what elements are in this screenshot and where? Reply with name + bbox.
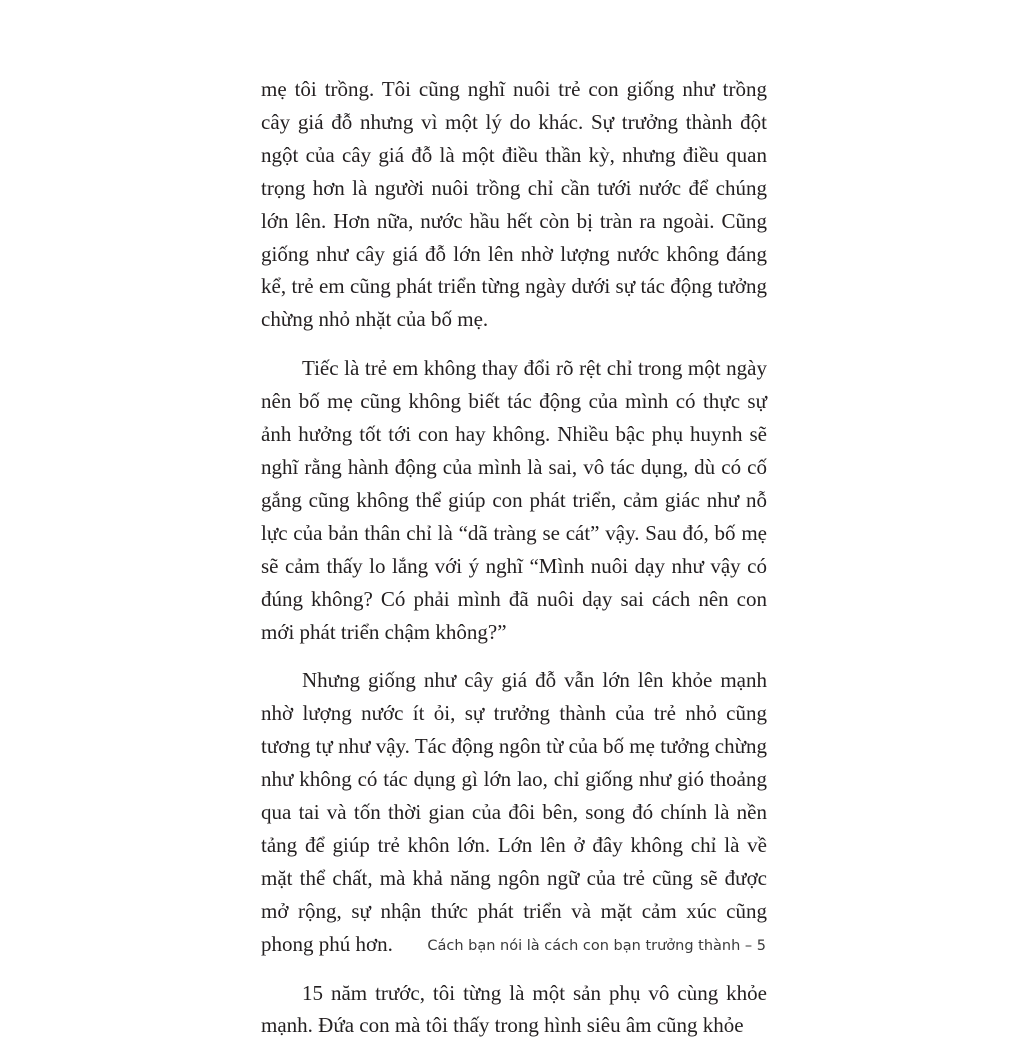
paragraph-2: Tiếc là trẻ em không thay đổi rõ rệt chỉ trong một ngày nên bố mẹ cũng không biết tác động của mình có thực sự ảnh hưởng tốt tới con hay không. Nhiều bậc phụ huynh sẽ nghĩ rằng hành động của mình là sai, vô tác dụng, dù có cố gắng cũng không thể giúp con phát triển, cảm giác như nỗ lực của bản thân chỉ là “dã tràng se cát” vậy. Sau đó, bố mẹ sẽ cảm thấy lo lắng với ý nghĩ “Mình nuôi dạy như vậy có đúng không? Có phải mình đã nuôi dạy sai cách nên con mới phát triển chậm không?” (261, 356, 767, 644)
paragraph-4: 15 năm trước, tôi từng là một sản phụ vô cùng khỏe mạnh. Đứa con mà tôi thấy trong hình siêu âm cũng khỏe (261, 980, 767, 1038)
body-text (261, 73, 767, 1058)
paragraph-3: Nhưng giống như cây giá đỗ vẫn lớn lên khỏe mạnh nhờ lượng nước ít ỏi, sự trưởng thành của trẻ nhỏ cũng tương tự như vậy. Tác động ngôn từ của bố mẹ tưởng chừng như không có tác dụng gì lớn lao, chỉ giống như gió thoảng qua tai và tốn thời gian của đôi bên, song đó chính là nền tảng để giúp trẻ khôn lớn. Lớn lên ở đây không chỉ là về mặt thể chất, mà khả năng ngôn ngữ của trẻ cũng sẽ được mở rộng, sự nhận thức phát triển và mặt cảm xúc cũng phong phú hơn. (261, 668, 767, 956)
page-footer: Cách bạn nói là cách con bạn trưởng thành – 5 (427, 938, 766, 954)
paragraph-1: mẹ tôi trồng. Tôi cũng nghĩ nuôi trẻ con giống như trồng cây giá đỗ nhưng vì một lý do khác. Sự trưởng thành đột ngột của cây giá đỗ là một điều thần kỳ, nhưng điều quan trọng hơn là người nuôi trồng chỉ cần tưới nước để chúng lớn lên. Hơn nữa, nước hầu hết còn bị tràn ra ngoài. Cũng giống như cây giá đỗ lớn lên nhờ lượng nước không đáng kể, trẻ em cũng phát triển từng ngày dưới sự tác động tưởng chừng nhỏ nhặt của bố mẹ. (261, 77, 767, 332)
